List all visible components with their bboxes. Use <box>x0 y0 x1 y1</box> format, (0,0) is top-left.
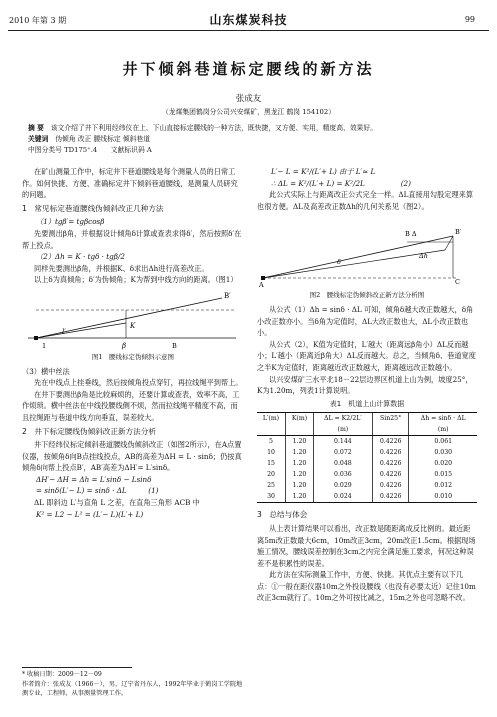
analysis-paragraph-2: 从公式（2），K值为定值时，L′越大（距离远β角小）ΔL反而越小；L′越小（距离近β角大）ΔL反而越大。总之，当倾角δ、巷道宽度之半K为定值时，距离越近改正数越大，距离越远改正数越小。 <box>257 339 476 372</box>
formula-explanation: 此公式实际上与距离改正公式完全一样。ΔL直接用勾股定理来算也很方便。ΔL及高差改正数Δh的几何关系见（图2）。 <box>257 190 474 211</box>
svg-text:Δh: Δh <box>419 252 428 261</box>
footnote-rule <box>22 667 132 668</box>
table-unit-cell: (m) <box>409 424 477 436</box>
table-cell: 0.015 <box>409 469 477 480</box>
table-cell: 25 <box>267 482 275 490</box>
equation-d: K² = L2 − L² = (L′− L)(L′+ L) <box>36 509 144 519</box>
svg-text:B: B <box>172 341 177 350</box>
data-table <box>257 412 477 503</box>
table-cell: 0.012 <box>409 480 477 491</box>
equation-c: ΔL 即斜边 L′与直角 L 之差，在直角三角形 ACB 中 <box>34 498 200 508</box>
method1-text: 先要测出β角，并根据设计倾角δ计算或查表求得δ′，然后按照δ′在帮上投点。 <box>22 228 242 250</box>
method2-notes: 以上δ为真倾角；δ′为伪倾角；K为帮到中线方向的距离。（图1） <box>34 275 238 285</box>
right-column <box>257 166 477 604</box>
method3-text: 先在中线点上挂垂线，然后按倾角投点穿钉，再拉线绳平到帮上。 <box>34 378 243 388</box>
abstract-line <box>28 123 469 134</box>
new-method-paragraph: 井下经纬仪标定倾斜巷道腰线伪倾斜改正（如图2所示），在A点置仪器，按倾角δ向B点挂线投点，AB的高差为ΔH = L · sinδ；仍按真倾角δ向帮上投点B′，AB′高差为ΔH′= L′sinδ。 <box>22 440 242 473</box>
svg-text:B Δ: B Δ <box>405 230 417 239</box>
abstract-text: 该文介绍了井下利用经纬仪在上、下山直接标定腰线的一种方法，既快捷，又方便、实用，精度高、效果好。 <box>50 124 378 132</box>
equation-2: ∴ ΔL = K²/(L′+ L) = K²/2L (2) <box>271 178 411 188</box>
keywords-line <box>28 134 469 145</box>
received-date: * 收稿日期：2009－12－09 <box>22 671 102 678</box>
table-header-cell: L′(m) <box>257 413 286 425</box>
table-unit-cell <box>257 424 286 436</box>
table-header-cell: Sin25° <box>372 413 409 425</box>
table-header-cell: K(m) <box>286 413 314 425</box>
figure-1-diagram <box>22 288 244 350</box>
analysis-paragraph-1: 从公式（1）Δh = sinδ · ΔL 可知，倾角δ越大改正数越大，δ角小改正数亦小。当δ角为定值时，ΔL大改正数也大，ΔL小改正数也小。 <box>257 304 474 338</box>
footnote <box>22 670 244 699</box>
svg-text:K: K <box>130 321 136 330</box>
table-cell: 15 <box>267 460 275 468</box>
table-cell: 1.20 <box>286 458 314 469</box>
table-row <box>257 469 477 480</box>
table-cell: 1.20 <box>286 447 314 458</box>
issue-label: 2010 年第 3 期 <box>9 16 67 25</box>
table-unit-cell: (m) <box>313 424 372 436</box>
table-row <box>257 436 477 448</box>
equation-e: L′− L = K²/(L′+ L) 由于 L′≈ L <box>271 167 376 176</box>
table-cell: 0.4226 <box>372 436 409 448</box>
table-cell: 0.010 <box>409 491 477 503</box>
table-cell: 0.030 <box>409 447 477 458</box>
table-cell: 0.061 <box>409 436 477 448</box>
table-cell: 30 <box>257 491 286 503</box>
svg-text:1: 1 <box>42 341 47 350</box>
table-cell: 1.20 <box>286 480 314 491</box>
svg-text:A: A <box>259 281 264 289</box>
header-rule <box>8 30 489 31</box>
table-cell: 20 <box>267 471 275 479</box>
table-cell: 0.029 <box>313 480 372 491</box>
table-unit-cell <box>372 424 409 436</box>
example-paragraph: 以兴安煤矿三水平北18－22层边界区机道上山为例，坡度25°，K为1.20m，列表1计算说明。 <box>257 374 473 396</box>
table-header-row <box>257 413 477 425</box>
section-1-heading: 1 常见标定巷道腰线伪倾斜改正几种方法 <box>22 203 164 213</box>
method3-heading: （3）横中丝法 <box>22 366 70 376</box>
method1-formula: （1）tgβ′= tgβcosβ <box>36 217 105 227</box>
figure-1-caption: 图1 腰线标定伪倾斜示意图 <box>91 352 175 361</box>
equation-a: ΔH′− ΔH = Δh = L′sinδ − Lsinδ <box>36 474 152 484</box>
svg-text:β: β <box>122 341 127 350</box>
affiliation: （龙煤集团鹤岗分公司兴安煤矿，黑龙江 鹤岗 154102） <box>161 108 335 116</box>
figure-2-diagram <box>257 214 477 288</box>
table-cell: 0.4226 <box>372 491 409 503</box>
table-cell: 0.4226 <box>372 458 409 469</box>
table-cell: 0.024 <box>313 491 372 503</box>
svg-text:B′: B′ <box>224 291 231 300</box>
table-cell: 5 <box>269 438 273 446</box>
abstract-label: 摘 要 <box>28 124 44 132</box>
svg-text:B′: B′ <box>455 228 462 237</box>
svg-text:C: C <box>455 278 460 287</box>
journal-name: 山东煤炭科技 <box>209 13 288 27</box>
equation-b: = sinδ(L′− L) = sinδ · ΔL (1) <box>36 486 159 496</box>
keywords-text: 伪倾角 改正 腰线标定 倾斜巷道 <box>55 135 151 143</box>
author: 张成友 <box>235 94 262 104</box>
table-row <box>257 458 477 469</box>
method2-text: 同样先要测出β角，并根据K、δ求出Δh进行高差改正。 <box>34 263 209 273</box>
table-unit-cell <box>286 424 314 436</box>
table-cell: 0.4226 <box>372 469 409 480</box>
svg-text:δ: δ <box>337 258 341 267</box>
table-1-title: 表1 机道上山计算数据 <box>329 399 405 408</box>
method2-formula: （2）Δh = K · tgδ · tgβ/2 <box>36 252 125 262</box>
table-cell: 1.20 <box>286 469 314 480</box>
table-header-cell: Δh = sinδ · ΔL <box>409 413 477 425</box>
table-cell: 0.020 <box>409 458 477 469</box>
table-cell: 1.20 <box>286 491 314 503</box>
summary-paragraph-2: 此方法在实际测量工作中，方便、快捷。其优点主要有以下几点：①一般在距仪器10m之外投设腰线（也没有必要太近）记住10m改正3cm就行了。10m之外可按比减之，15m之外也可忽略不改。 <box>257 570 476 603</box>
table-header-cell: ΔL = K2/2L′ <box>313 413 372 425</box>
article-title: 井下倾斜巷道标定腰线的新方法 <box>122 60 375 78</box>
table-cell: 1.20 <box>286 436 314 448</box>
left-column <box>22 166 244 520</box>
author-bio: 作者简介：张成友（1966－），男，辽宁省丹东人，1992年毕业于鹤岗工学院地测专业，工程师，从事测量管理工作。 <box>22 680 243 697</box>
table-unit-row <box>257 424 477 436</box>
table-cell: 0.072 <box>313 447 372 458</box>
table-cell: 0.4226 <box>372 480 409 491</box>
abstract-block <box>28 123 469 156</box>
figure-2-caption: 图2 腰线标定伪倾斜改正新方法分析图 <box>309 291 425 300</box>
keywords-label: 关键词 <box>28 135 49 143</box>
table-row <box>257 480 477 491</box>
page-number: 99 <box>464 15 475 24</box>
section-2-heading: 2 井下标定腰线伪倾斜改正新方法分析 <box>22 426 156 436</box>
table-cell: 0.4226 <box>372 447 409 458</box>
summary-paragraph-1: 从上表计算结果可以看出，改正数是随距离成反比例的。最近距离5m改正数最大6cm，10m改正3cm，20m改正1.5cm。根据现场施工情况，腰线误差控制在3cm之内完全满足施工要求，何况这种误差不是积累性的误差。 <box>257 523 476 568</box>
svg-text:l′: l′ <box>62 327 66 336</box>
table-row <box>257 491 477 503</box>
table-cell: 10 <box>267 449 275 457</box>
table-cell: 0.036 <box>313 469 372 480</box>
table-row <box>257 447 477 458</box>
class-line: 中图分类号 TD175⁺.4 文献标识码 A <box>28 146 152 154</box>
section-3-heading: 3 总结与体会 <box>257 510 308 520</box>
method3-critique: 在井下要测出β角是比较麻烦的，还要计算或查表，效率不高，工作烦琐。横中丝法在中线投腰线侧不烦，然而拉线绳平精度不高，而且拉绳距与巷道中线方向垂直，误差较大。 <box>22 389 240 422</box>
table-cell: 0.048 <box>313 458 372 469</box>
table-cell: 0.144 <box>313 436 372 448</box>
intro-paragraph: 在矿山测量工作中，标定井下巷道腰线是每个测量人员的日常工作。如何快捷、方便、准确标定井下倾斜巷道腰线，是测量人员研究的问题。 <box>22 167 238 200</box>
